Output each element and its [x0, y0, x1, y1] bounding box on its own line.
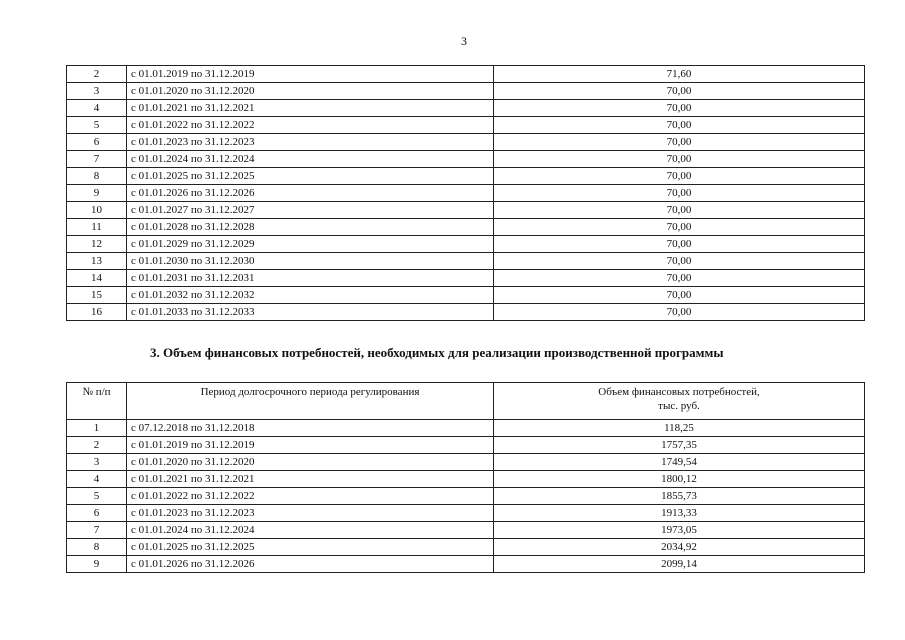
row-period: с 01.01.2022 по 31.12.2022: [127, 488, 494, 505]
row-value: 70,00: [494, 287, 865, 304]
header-period: Период долгосрочного периода регулирования: [127, 383, 494, 420]
row-period: с 01.01.2025 по 31.12.2025: [127, 539, 494, 556]
row-value: 70,00: [494, 202, 865, 219]
table-row: [67, 83, 865, 100]
table-bottom-body: [67, 420, 865, 573]
table-row: [67, 471, 865, 488]
table-row: [67, 100, 865, 117]
row-value: 70,00: [494, 83, 865, 100]
row-period: с 01.01.2026 по 31.12.2026: [127, 556, 494, 573]
row-value: 1913,33: [494, 505, 865, 522]
row-period: с 01.01.2023 по 31.12.2023: [127, 505, 494, 522]
row-number: 9: [67, 556, 127, 573]
table-row: [67, 66, 865, 83]
row-value: 70,00: [494, 151, 865, 168]
table-row: [67, 168, 865, 185]
row-period: с 01.01.2032 по 31.12.2032: [127, 287, 494, 304]
row-value: 1855,73: [494, 488, 865, 505]
row-period: с 01.01.2019 по 31.12.2019: [127, 66, 494, 83]
row-value: 70,00: [494, 100, 865, 117]
row-number: 12: [67, 236, 127, 253]
row-value: 1757,35: [494, 437, 865, 454]
row-number: 1: [67, 420, 127, 437]
header-value-line1: Объем финансовых потребностей,: [598, 386, 760, 398]
row-period: с 01.01.2021 по 31.12.2021: [127, 100, 494, 117]
row-number: 13: [67, 253, 127, 270]
table-row: [67, 117, 865, 134]
row-number: 16: [67, 304, 127, 321]
row-number: 5: [67, 488, 127, 505]
row-value: 70,00: [494, 236, 865, 253]
page-number: 3: [461, 34, 467, 48]
row-value: 70,00: [494, 168, 865, 185]
row-value: 70,00: [494, 253, 865, 270]
row-number: 9: [67, 185, 127, 202]
row-number: 4: [67, 471, 127, 488]
row-number: 7: [67, 151, 127, 168]
row-number: 2: [67, 66, 127, 83]
row-number: 10: [67, 202, 127, 219]
table-row: [67, 556, 865, 573]
row-number: 4: [67, 100, 127, 117]
row-period: с 01.01.2020 по 31.12.2020: [127, 83, 494, 100]
table-row: [67, 304, 865, 321]
row-value: 70,00: [494, 219, 865, 236]
row-period: с 01.01.2027 по 31.12.2027: [127, 202, 494, 219]
row-number: 8: [67, 168, 127, 185]
row-value: 71,60: [494, 66, 865, 83]
table-row: [67, 185, 865, 202]
header-num: № п/п: [67, 383, 127, 420]
table-row: [67, 236, 865, 253]
row-value: 118,25: [494, 420, 865, 437]
row-value: 70,00: [494, 117, 865, 134]
row-number: 6: [67, 505, 127, 522]
table-row: [67, 270, 865, 287]
row-period: с 01.01.2025 по 31.12.2025: [127, 168, 494, 185]
row-number: 6: [67, 134, 127, 151]
table-row: [67, 287, 865, 304]
row-number: 15: [67, 287, 127, 304]
row-period: с 01.01.2024 по 31.12.2024: [127, 151, 494, 168]
row-period: с 01.01.2023 по 31.12.2023: [127, 134, 494, 151]
table-top-body: [67, 66, 865, 321]
row-value: 70,00: [494, 304, 865, 321]
row-value: 1973,05: [494, 522, 865, 539]
row-number: 11: [67, 219, 127, 236]
row-value: 2034,92: [494, 539, 865, 556]
table-row: [67, 488, 865, 505]
table-bottom: [66, 382, 865, 573]
row-period: с 01.01.2022 по 31.12.2022: [127, 117, 494, 134]
row-value: 70,00: [494, 134, 865, 151]
row-number: 2: [67, 437, 127, 454]
row-period: с 01.01.2031 по 31.12.2031: [127, 270, 494, 287]
row-period: с 01.01.2026 по 31.12.2026: [127, 185, 494, 202]
table-row: [67, 539, 865, 556]
table-row: [67, 420, 865, 437]
row-number: 3: [67, 454, 127, 471]
row-number: 8: [67, 539, 127, 556]
row-period: с 01.01.2029 по 31.12.2029: [127, 236, 494, 253]
row-period: с 01.01.2030 по 31.12.2030: [127, 253, 494, 270]
table-top: [66, 65, 865, 321]
row-value: 70,00: [494, 185, 865, 202]
header-value-line2: тыс. руб.: [658, 400, 700, 412]
row-number: 7: [67, 522, 127, 539]
row-value: 2099,14: [494, 556, 865, 573]
row-number: 5: [67, 117, 127, 134]
row-number: 14: [67, 270, 127, 287]
row-period: с 01.01.2024 по 31.12.2024: [127, 522, 494, 539]
section-title: 3. Объем финансовых потребностей, необходимых для реализации производственной программы: [150, 345, 724, 360]
table-row: [67, 437, 865, 454]
row-value: 1749,54: [494, 454, 865, 471]
row-period: с 01.01.2028 по 31.12.2028: [127, 219, 494, 236]
row-value: 1800,12: [494, 471, 865, 488]
table-row: [67, 151, 865, 168]
table-row: [67, 202, 865, 219]
row-number: 3: [67, 83, 127, 100]
header-value: [494, 383, 865, 420]
table-header-row: [67, 383, 865, 420]
table-row: [67, 505, 865, 522]
table-row: [67, 454, 865, 471]
row-period: с 01.01.2020 по 31.12.2020: [127, 454, 494, 471]
row-period: с 07.12.2018 по 31.12.2018: [127, 420, 494, 437]
row-period: с 01.01.2019 по 31.12.2019: [127, 437, 494, 454]
row-value: 70,00: [494, 270, 865, 287]
row-period: с 01.01.2021 по 31.12.2021: [127, 471, 494, 488]
row-period: с 01.01.2033 по 31.12.2033: [127, 304, 494, 321]
table-row: [67, 253, 865, 270]
table-row: [67, 134, 865, 151]
table-row: [67, 219, 865, 236]
table-row: [67, 522, 865, 539]
